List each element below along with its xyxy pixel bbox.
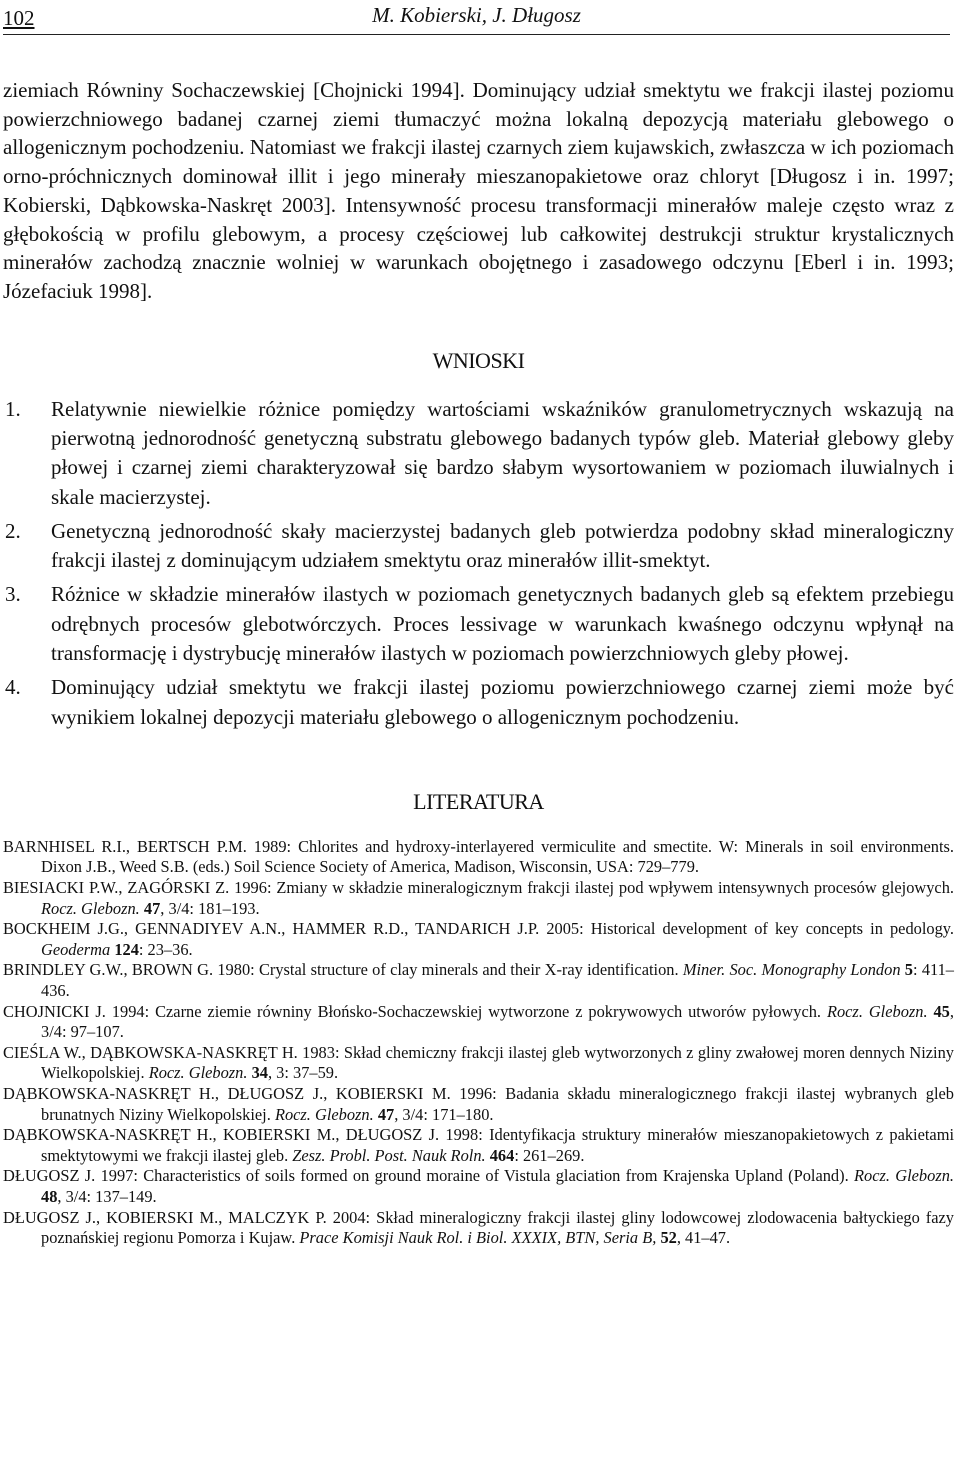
reference-journal: Rocz. Glebozn.	[854, 1166, 954, 1186]
reference-pages: : 23–36.	[138, 939, 193, 959]
reference-volume: 52	[660, 1228, 677, 1248]
conclusion-number: 4.	[5, 675, 21, 700]
conclusion-item	[3, 673, 954, 732]
conclusion-item	[3, 395, 954, 512]
reference-item	[3, 1084, 954, 1125]
reference-journal: Zesz. Probl. Post. Nauk Roln.	[292, 1145, 486, 1165]
reference-volume: 5	[904, 960, 913, 980]
reference-title: Czarne ziemie równiny Błońsko-Sochaczewskiej wytworzone z pokrywowych utworów pyłowych.	[149, 1001, 827, 1021]
reference-item	[3, 1166, 954, 1207]
reference-authors: BIESIACKI P.W., ZAGÓRSKI Z. 1996:	[3, 878, 272, 898]
reference-authors: DĄBKOWSKA-NASKRĘT H., DŁUGOSZ J., KOBIERSKI M. 1996:	[3, 1084, 497, 1104]
literature-heading: LITERATURA	[413, 788, 544, 814]
reference-volume: 124	[114, 939, 139, 959]
conclusion-item	[3, 517, 954, 576]
conclusions-heading: WNIOSKI	[432, 347, 525, 373]
reference-authors: BOCKHEIM J.G., GENNADIYEV A.N., HAMMER R.D., TANDARICH J.P. 2005:	[3, 919, 584, 939]
reference-journal: Rocz. Glebozn.	[148, 1063, 248, 1083]
running-head	[3, 0, 950, 35]
reference-item	[3, 878, 954, 919]
reference-authors: DŁUGOSZ J., KOBIERSKI M., MALCZYK P. 2004:	[3, 1207, 371, 1227]
reference-volume: 34	[251, 1063, 268, 1083]
conclusion-text: Relatywnie niewielkie różnice pomiędzy wartościami wskaźników granulometrycznych wskazują na pierwotną jednorodność genetyczną substratu glebowego badanych typów gleb. Materiał glebowy gleby płowej i czarnej ziemi charakteryzował się bardzo słabym wysortowaniem w poziomach iluwialnych i skale macierzystej.	[51, 396, 954, 509]
conclusions-list	[3, 395, 954, 732]
reference-item	[3, 1043, 954, 1084]
reference-pages: , 3/4: 97–107.	[41, 1001, 954, 1042]
reference-title: Badania składu mineralogicznego frakcji ilastej wybranych gleb brunatnych Niziny Wielkopolskiej.	[41, 1084, 954, 1124]
reference-authors: BARNHISEL R.I., BERTSCH P.M. 1989:	[3, 836, 292, 856]
reference-title: Chlorites and hydroxy-interlayered vermiculite and smectite. W: Minerals in soil environments. Dixon J.B., Weed S.B. (eds.) Soil Science Society of America, Madison, Wisconsin, USA: 729–779.	[41, 836, 954, 877]
body-text	[3, 76, 954, 306]
conclusion-text: Genetyczną jednorodność skały macierzystej badanych gleb potwierdza podobny skład mineralogiczny frakcji ilastej z dominującym udziałem smektytu oraz minerałów illit-smektyt.	[51, 518, 954, 573]
reference-item	[3, 1002, 954, 1043]
reference-authors: DŁUGOSZ J. 1997:	[3, 1166, 138, 1186]
reference-pages: , 3/4: 171–180.	[394, 1104, 494, 1124]
reference-journal: Rocz. Glebozn.	[274, 1104, 374, 1124]
reference-pages: : 411–436.	[41, 960, 954, 1001]
reference-pages: , 41–47.	[676, 1228, 731, 1248]
reference-authors: DĄBKOWSKA-NASKRĘT H., KOBIERSKI M., DŁUGOSZ J. 1998:	[3, 1125, 483, 1145]
reference-journal: Prace Komisji Nauk Rol. i Biol. XXXIX, BTN, Seria B,	[299, 1228, 657, 1248]
reference-item	[3, 1208, 954, 1249]
page-number: 102	[3, 6, 35, 30]
reference-volume: 45	[933, 1001, 950, 1021]
reference-authors: CHOJNICKI J. 1994:	[3, 1001, 150, 1021]
body-paragraph: ziemiach Równiny Sochaczewskiej [Chojnicki 1994]. Dominujący udział smektytu we frakcji ilastej poziomu powierzchniowego badanej czarnej ziemi tłumaczyć można lokalną depozycją materiału glebowego o allogenicznym pochodzeniu. Natomiast we frakcji ilastej czarnych ziem kujawskich, zwłaszcza w ich poziomach orno-próchnicznych dominował illit i jego minerały mieszanopakietowe oraz chloryt [Długosz i in. 1997; Kobierski, Dąbkowska-Naskręt 2003]. Intensywność procesu transformacji minerałów maleje często wraz z głębokością w profilu glebowym, a procesy częściowej lub całkowitej destrukcji struktur krystalicznych minerałów zachodzą znacznie wolniej w warunkach obojętnego i zasadowego odczynu [Eberl i in. 1993; Józefaciuk 1998].	[3, 78, 954, 303]
reference-title: Crystal structure of clay minerals and their X-ray identification.	[254, 960, 683, 980]
reference-volume: 47	[377, 1104, 395, 1124]
conclusion-number: 1.	[5, 396, 21, 421]
reference-item	[3, 837, 954, 878]
conclusion-text: Dominujący udział smektytu we frakcji ilastej poziomu powierzchniowego czarnej ziemi może być wynikiem lokalnej depozycji materiału glebowego o allogenicznym pochodzeniu.	[51, 675, 954, 729]
conclusion-number: 3.	[5, 582, 21, 607]
reference-pages: , 3: 37–59.	[267, 1063, 339, 1083]
running-head-authors: M. Kobierski, J. Długosz	[372, 3, 581, 27]
reference-list	[3, 837, 954, 1249]
conclusion-item	[3, 580, 954, 668]
reference-title: Zmiany w składzie mineralogicznym frakcji ilastej pod wpływem intensywnych procesów glejowych.	[271, 878, 954, 898]
reference-title: Identyfikacja struktury minerałów mieszanopakietowych z pakietami smektytowymi we frakcji ilastej gleb.	[41, 1125, 954, 1165]
reference-item	[3, 960, 954, 1001]
reference-volume: 48	[41, 1186, 58, 1206]
reference-journal: Geoderma	[41, 939, 111, 959]
reference-title: Skład mineralogiczny frakcji ilastej gliny lodowcowej zlodowacenia bałtyckiego fazy poznańskiej regionu Pomorza i Kujaw.	[41, 1207, 954, 1248]
reference-item	[3, 1125, 954, 1166]
reference-title: Historical development of key concepts in pedology.	[583, 919, 955, 939]
reference-pages: : 261–269.	[514, 1145, 585, 1165]
reference-journal: Rocz. Glebozn.	[826, 1001, 928, 1021]
reference-authors: CIEŚLA W., DĄBKOWSKA-NASKRĘT H. 1983:	[3, 1042, 340, 1062]
reference-title: Skład chemiczny frakcji ilastej gleb wytworzonych z gliny zwałowej moren dennych Niziny Wielkopolskiej.	[41, 1042, 954, 1083]
reference-journal: Miner. Soc. Monography London	[682, 960, 901, 980]
conclusion-number: 2.	[5, 518, 21, 543]
reference-volume: 47	[143, 898, 161, 918]
reference-title: Characteristics of soils formed on ground moraine of Vistula glaciation from Krajenska Upland (Poland).	[137, 1166, 854, 1186]
reference-pages: , 3/4: 137–149.	[57, 1186, 157, 1206]
reference-volume: 464	[489, 1145, 515, 1165]
reference-authors: BRINDLEY G.W., BROWN G. 1980:	[3, 960, 255, 980]
conclusion-text: Różnice w składzie minerałów ilastych w poziomach genetycznych badanych gleb są efektem przebiegu odrębnych procesów glebotwórczych. Proces lessivage w warunkach kwaśnego odczynu wpłynął na transformację i dystrybucję minerałów ilastych w poziomach powierzchniowych gleby płowej.	[51, 582, 954, 665]
reference-item	[3, 919, 954, 960]
reference-pages: , 3/4: 181–193.	[160, 898, 260, 918]
reference-journal: Rocz. Glebozn.	[41, 898, 140, 918]
